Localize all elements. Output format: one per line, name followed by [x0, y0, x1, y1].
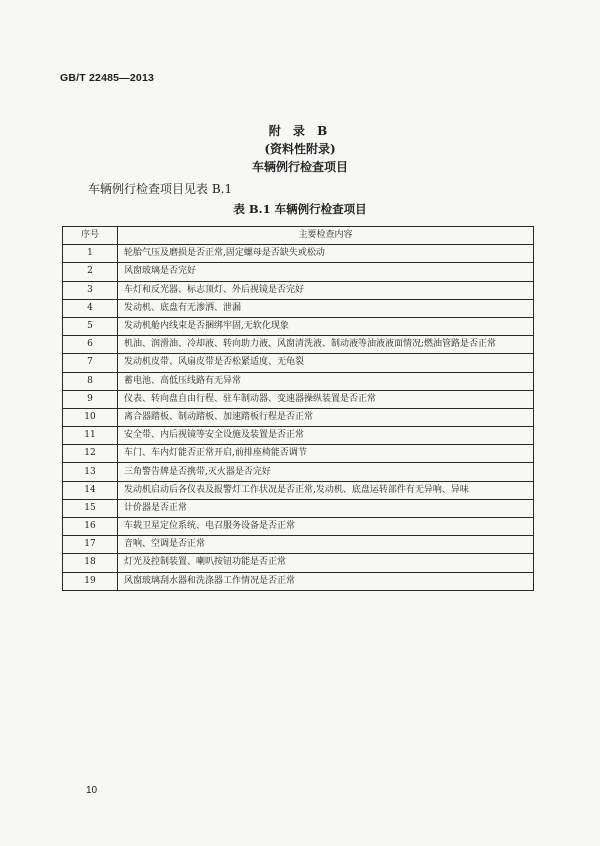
table-row [63, 463, 534, 481]
appendix-subtitle: 车辆例行检查项目 [251, 160, 348, 174]
inspection-table [62, 226, 534, 591]
row-content: 发动机皮带、风扇皮带是否松紧适度、无龟裂 [118, 354, 534, 372]
table-row [63, 408, 534, 426]
row-number: 8 [63, 372, 118, 390]
row-content: 离合器踏板、制动踏板、加速踏板行程是否正常 [118, 408, 534, 426]
row-number: 1 [63, 245, 118, 263]
table-caption: 表 B.1 车辆例行检查项目 [233, 202, 367, 216]
column-header-content: 主要检查内容 [118, 227, 534, 245]
table-row [63, 499, 534, 517]
row-number: 15 [63, 499, 118, 517]
table-row [63, 572, 534, 590]
row-number: 13 [63, 463, 118, 481]
table-row [63, 536, 534, 554]
row-content: 发动机舱内线束是否捆绑牢固,无软化现象 [118, 317, 534, 335]
table-row [63, 336, 534, 354]
row-number: 17 [63, 536, 118, 554]
row-content: 灯光及控制装置、喇叭按钮功能是否正常 [118, 554, 534, 572]
row-content: 蓄电池、高低压线路有无异常 [118, 372, 534, 390]
row-number: 18 [63, 554, 118, 572]
row-number: 4 [63, 299, 118, 317]
table-row [63, 481, 534, 499]
appendix-heading [0, 122, 600, 176]
row-number: 10 [63, 408, 118, 426]
page-number: 10 [86, 785, 98, 796]
row-content: 车载卫星定位系统、电召服务设备是否正常 [118, 518, 534, 536]
table-row [63, 372, 534, 390]
row-number: 14 [63, 481, 118, 499]
appendix-title: 附 录 B [268, 124, 332, 138]
row-content: 安全带、内后视镜等安全设施及装置是否正常 [118, 427, 534, 445]
table-row [63, 518, 534, 536]
table-row [63, 554, 534, 572]
column-header-number: 序号 [63, 227, 118, 245]
row-content: 车门、车内灯能否正常开启,前排座椅能否调节 [118, 445, 534, 463]
table-row [63, 390, 534, 408]
table-row [63, 263, 534, 281]
row-content: 音响、空调是否正常 [118, 536, 534, 554]
table-row [63, 427, 534, 445]
row-content: 车灯和反光器、标志顶灯、外后视镜是否完好 [118, 281, 534, 299]
row-content: 轮胎气压及磨损是否正常,固定螺母是否缺失或松动 [118, 245, 534, 263]
row-number: 11 [63, 427, 118, 445]
appendix-type: (资料性附录) [264, 142, 336, 156]
row-content: 三角警告牌是否携带,灭火器是否完好 [118, 463, 534, 481]
row-number: 16 [63, 518, 118, 536]
row-content: 发动机、底盘有无渗洒、泄漏 [118, 299, 534, 317]
table-row [63, 245, 534, 263]
row-number: 19 [63, 572, 118, 590]
intro-text: 车辆例行检查项目见表 B.1 [88, 182, 233, 196]
row-content: 风窗玻璃是否完好 [118, 263, 534, 281]
table-row [63, 281, 534, 299]
row-number: 7 [63, 354, 118, 372]
table-row [63, 317, 534, 335]
row-number: 6 [63, 336, 118, 354]
row-content: 机油、润滑油、冷却液、转向助力液、风窗清洗液、制动液等油液液面情况;燃油管路是否正常 [118, 336, 534, 354]
row-number: 12 [63, 445, 118, 463]
row-number: 2 [63, 263, 118, 281]
table-row [63, 445, 534, 463]
row-content: 风窗玻璃刮水器和洗涤器工作情况是否正常 [118, 572, 534, 590]
row-number: 5 [63, 317, 118, 335]
table-row [63, 299, 534, 317]
table-header-row [63, 227, 534, 245]
row-content: 仪表、转向盘自由行程、驻车制动器、变速器操纵装置是否正常 [118, 390, 534, 408]
table-body [63, 245, 534, 591]
table-row [63, 354, 534, 372]
row-number: 3 [63, 281, 118, 299]
row-number: 9 [63, 390, 118, 408]
row-content: 发动机启动后各仪表及报警灯工作状况是否正常,发动机、底盘运转部件有无异响、异味 [118, 481, 534, 499]
row-content: 计价器是否正常 [118, 499, 534, 517]
standard-code: GB/T 22485—2013 [60, 72, 155, 84]
